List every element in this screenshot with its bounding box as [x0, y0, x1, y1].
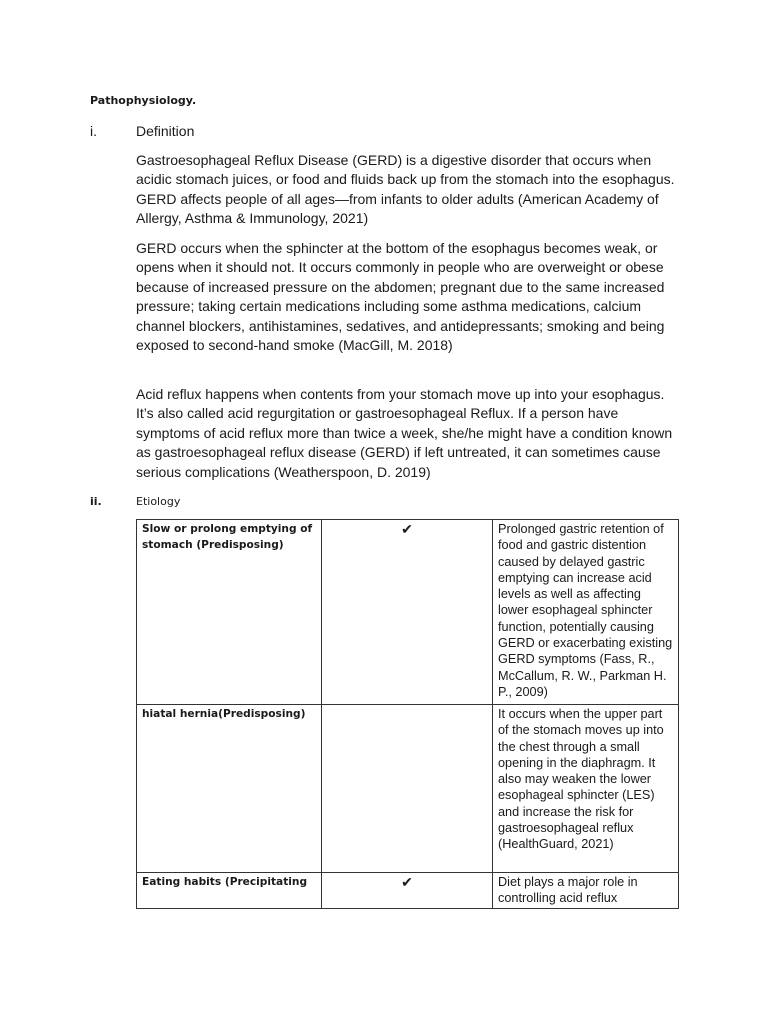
page-heading: Pathophysiology. [90, 94, 197, 107]
description-cell: Diet plays a major role in controlling acid reflux [493, 873, 679, 909]
description-cell: Prolonged gastric retention of food and gastric distention caused by delayed gastric emptying can increase acid levels as well as affecting lower esophageal sphincter function, potentially causing GERD or exacerbating existing GERD symptoms (Fass, R., McCallum, R. W., Parkman H. P., 2009) [493, 520, 679, 705]
factor-cell: hiatal hernia(Predisposing) [137, 705, 322, 873]
section-number-definition: i. [90, 123, 97, 139]
definition-paragraph-2: GERD occurs when the sphincter at the bottom of the esophagus becomes weak, or opens when it should not. It occurs commonly in people who are overweight or obese because of increased pressure on the abdomen; pregnant due to the same increased pressure; taking certain medications including some asthma medications, calcium channel blockers, antihistamines, sedatives, and antidepressants; smoking and being exposed to second-hand smoke (MacGill, M. 2018) [136, 240, 665, 354]
check-cell [322, 705, 493, 873]
factor-cell: Slow or prolong emptying of stomach (Predisposing) [137, 520, 322, 705]
section-title-etiology: Etiology [136, 495, 181, 508]
table-row [137, 520, 679, 705]
definition-paragraph-1: Gastroesophageal Reflux Disease (GERD) is a digestive disorder that occurs when acidic stomach juices, or food and fluids back up from the stomach into the esophagus. GERD affects people of all ages—from infants to older adults (American Academy of Allergy, Asthma & Immunology, 2021) [136, 152, 675, 227]
etiology-table [136, 519, 679, 909]
description-cell: It occurs when the upper part of the stomach moves up into the chest through a small opening in the diaphragm. It also may weaken the lower esophageal sphincter (LES) and increase the risk for gastroesophageal reflux (HealthGuard, 2021) [493, 705, 679, 873]
table-row [137, 705, 679, 873]
check-cell: ✔ [322, 873, 493, 909]
check-cell: ✔ [322, 520, 493, 705]
factor-cell: Eating habits (Precipitating [137, 873, 322, 909]
table-row [137, 873, 679, 909]
section-title-definition: Definition [136, 123, 195, 139]
section-number-etiology: ii. [90, 495, 102, 508]
definition-paragraph-3: Acid reflux happens when contents from your stomach move up into your esophagus. It’s also called acid regurgitation or gastroesophageal Reflux. If a person have symptoms of acid reflux more than twice a week, she/he might have a condition known as gastroesophageal reflux disease (GERD) if left untreated, it can sometimes cause serious complications (Weatherspoon, D. 2019) [136, 386, 673, 480]
